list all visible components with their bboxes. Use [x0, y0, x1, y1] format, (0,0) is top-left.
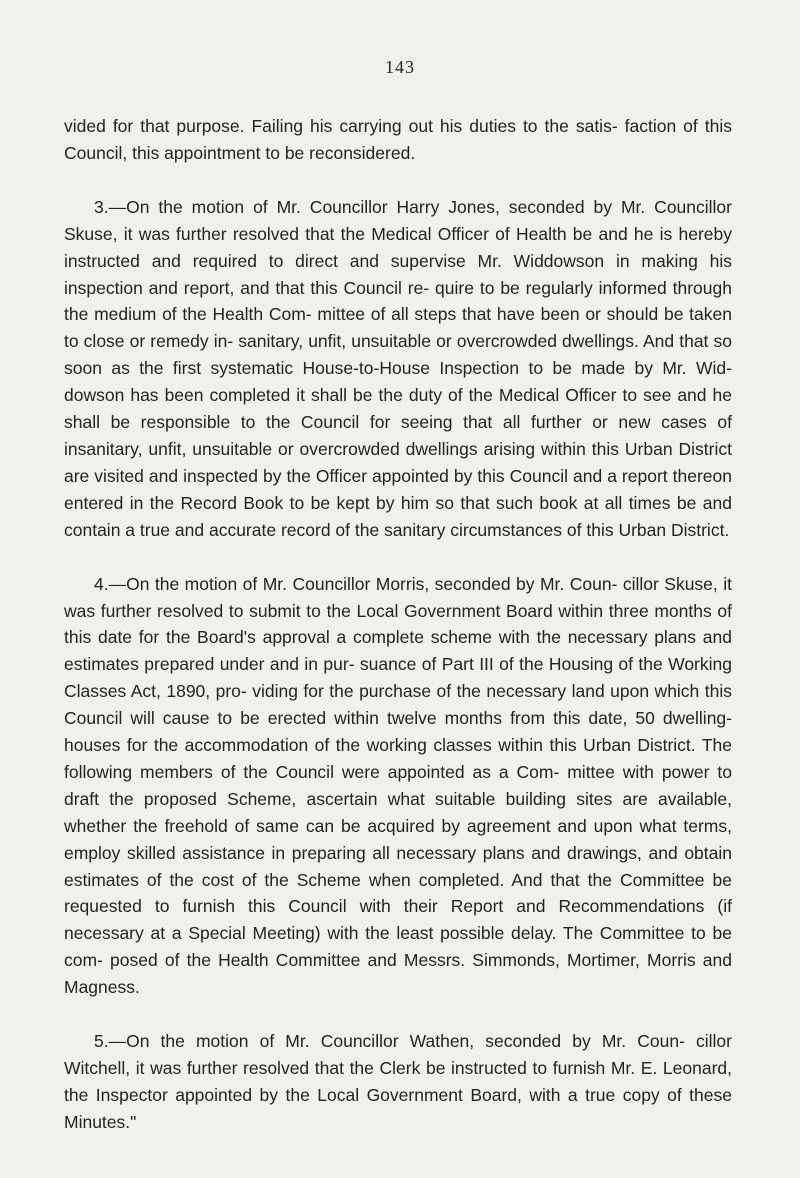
paragraph-5: 5.—On the motion of Mr. Councillor Wathen, seconded by Mr. Coun- cillor Witchell, it was further resolved that the Clerk be instructed to furnish Mr. E. Leonard, the Inspector appointed by the Local Government Board, with a true copy of these Minutes.": [64, 1031, 732, 1132]
body-text: [64, 113, 732, 1163]
paragraph-4: 4.—On the motion of Mr. Councillor Morris, seconded by Mr. Coun- cillor Skuse, it was further resolved to submit to the Local Government Board within three months of this date for the Board's approval a complete scheme with the necessary plans and estimates prepared under and in pur- suance of Part III of the Housing of the Working Classes Act, 1890, pro- viding for the purchase of the necessary land upon which this Council will cause to be erected within twelve months from this date, 50 dwelling- houses for the accommodation of the working classes within this Urban District. The following members of the Council were appointed as a Com- mittee with power to draft the proposed Scheme, ascertain what suitable building sites are available, whether the freehold of same can be acquired by agreement and upon what terms, employ skilled assistance in preparing all necessary plans and drawings, and obtain estimates of the cost of the Scheme when completed. And that the Committee be requested to furnish this Council with their Report and Recommendations (if necessary at a Special Meeting) with the least possible delay. The Committee to be com- posed of the Health Committee and Messrs. Simmonds, Mortimer, Morris and Magness.: [64, 573, 732, 998]
paragraph-continuation: vided for that purpose. Failing his carrying out his duties to the satis- faction of this Council, this appointment to be reconsidered.: [64, 116, 732, 163]
paragraph-3: 3.—On the motion of Mr. Councillor Harry Jones, seconded by Mr. Councillor Skuse, it was further resolved that the Medical Officer of Health be and he is hereby instructed and required to direct and supervise Mr. Widdowson in making his inspection and report, and that this Council re- quire to be regularly informed through the medium of the Health Com- mittee of all steps that have been or should be taken to close or remedy in- sanitary, unfit, unsuitable or overcrowded dwellings. And that so soon as the first systematic House-to-House Inspection to be made by Mr. Wid- dowson has been completed it shall be the duty of the Medical Officer to see and he shall be responsible to the Council for seeing that all further or new cases of insanitary, unfit, unsuitable or overcrowded dwellings arising within this Urban District are visited and inspected by the Officer appointed by this Council and a report thereon entered in the Record Book to be kept by him so that such book at all times be and contain a true and accurate record of the sanitary circumstances of this Urban District.: [64, 196, 732, 540]
page-number: 143: [385, 57, 415, 77]
